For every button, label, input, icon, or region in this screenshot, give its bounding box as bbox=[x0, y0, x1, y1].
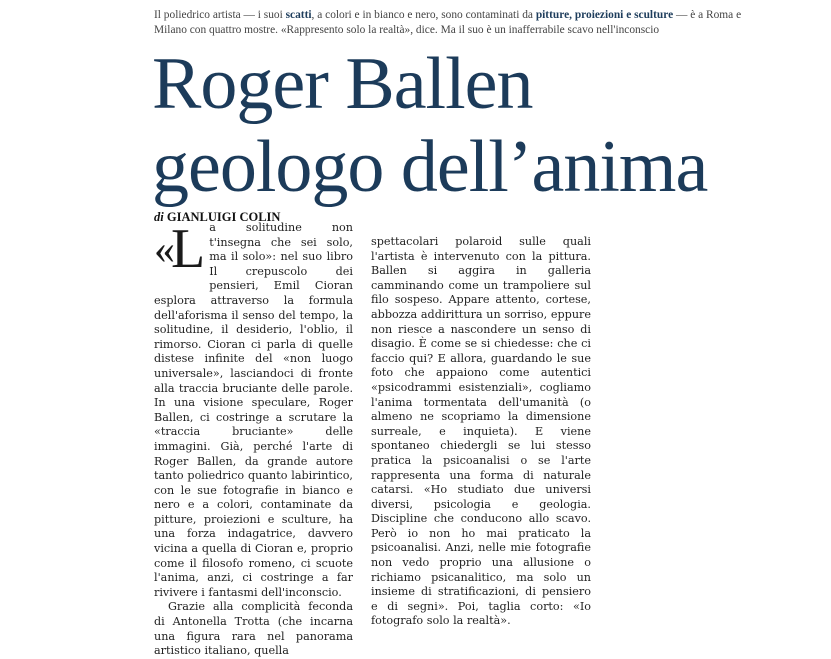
byline-author: GIANLUIGI COLIN bbox=[166, 210, 281, 224]
article-paragraph-3: spettacolari polaroid sulle quali l'artista è intervenuto con la pittura. Ballen si aggira in galleria camminando come un trampoliere sul filo sospeso. Appare attento, cortese, abbozza addirittura un sorriso, eppure non riesce a nascondere un senso di disagio. È come se si chiedesse: che ci faccio qui? E allora, guardando le sue foto che appaiono come autentici «psicodrammi esistenziali», cogliamo l'anima tormentata dell'umanità (o almeno ne scopriamo la dimensione surreale, e inquieta). E viene spontaneo chiedergli se lui stesso pratica la psicoanalisi o se l'arte rappresenta una forma di naturale catarsi. «Ho studiato due universi diversi, psicologia e geologia. Discipline che conducono allo scavo. Però io non ho mai praticato la psicoanalisi. Anzi, nelle mie fotografie non vedo proprio una allusione o richiamo psicanalitico, ma solo un insieme di stratificazioni, di pensiero e di segni». Poi, taglia corto: «Io fotografo solo la realtà». bbox=[371, 235, 591, 628]
dropcap-guillemet: « bbox=[154, 227, 171, 273]
standfirst-highlight-2: pitture, proiezioni e sculture bbox=[535, 9, 674, 21]
byline-prefix: di bbox=[154, 210, 164, 224]
standfirst-highlight-1: scatti bbox=[285, 9, 312, 21]
article-column-1 bbox=[154, 218, 353, 659]
headline-line-1: Roger Ballen bbox=[152, 43, 533, 125]
dropcap bbox=[154, 218, 206, 281]
standfirst-text-3: — è a Roma e Milano con quattro mostre. «Rappresento solo la realtà», dice. Ma il suo è un inafferrabile scavo nell'inconscio bbox=[154, 9, 742, 36]
dropcap-letter: L bbox=[171, 218, 206, 280]
article-column-2 bbox=[371, 235, 591, 629]
standfirst-text-1: Il poliedrico artista — i suoi bbox=[154, 9, 286, 21]
standfirst-text-2: , a colori e in bianco e nero, sono contaminati da bbox=[311, 9, 536, 21]
standfirst bbox=[154, 8, 754, 37]
paragraph-text: a solitudine non t'insegna che sei solo, ma il solo»: nel suo libro Il crepuscolo dei pensieri, Emil Cioran esplora attraverso la formula dell'aforisma il senso del tempo, la solitudine, il desiderio, l'oblio, il rimorso. Cioran ci parla di quelle distese infinite del «non luogo universale», lasciandoci di fronte alla traccia bruciante delle parole. In una visione speculare, Roger Ballen, ci costringe a scrutare la «traccia bruciante» delle immagini. Già, perché l'arte di Roger Ballen, da grande autore tanto poliedrico quanto labirintico, con le sue fotografie in bianco e nero e a colori, contaminate da pitture, proiezioni e sculture, ha una forza indagatrice, davvero vicina a quella di Cioran e, proprio come il filosofo romeno, ci scuote l'anima, anzi, ci costringe a far rivivere i fantasmi dell'inconscio. bbox=[154, 221, 353, 599]
headline-line-2: geologo dell’anima bbox=[152, 126, 708, 208]
article-paragraph-2: Grazie alla complicità feconda di Antonella Trotta (che incarna una figura rara nel panorama artistico italiano, quella bbox=[154, 600, 353, 658]
article-paragraph-1 bbox=[154, 218, 353, 600]
